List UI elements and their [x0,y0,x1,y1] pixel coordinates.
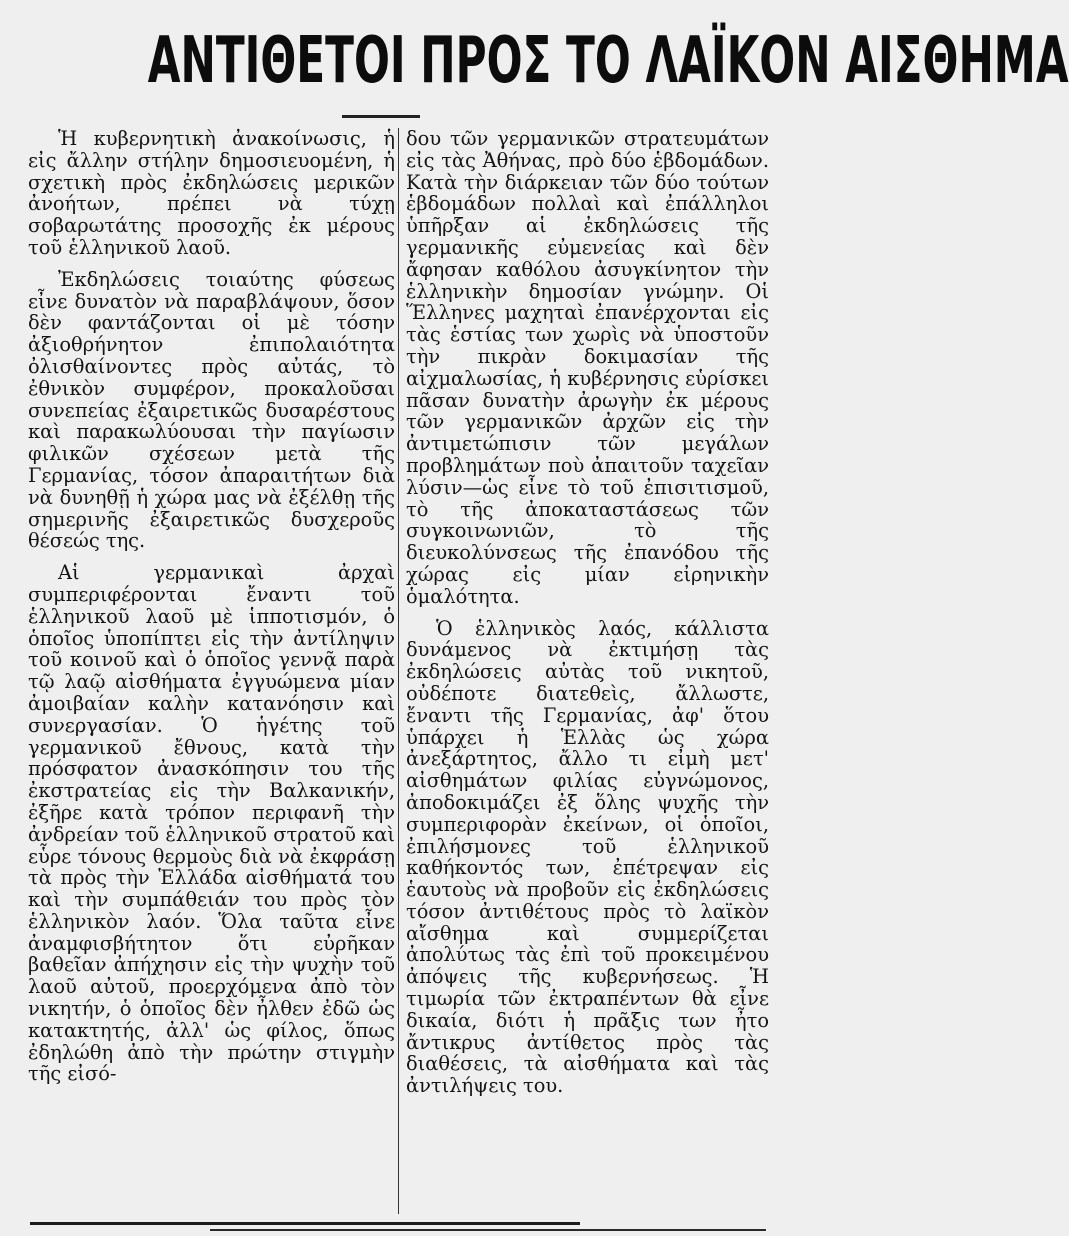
bottom-rule [30,1222,580,1225]
paragraph: δου τῶν γερμανικῶν στρατευμάτων εἰς τὰς Ἀθήνας, πρὸ δύο ἑβδομάδων. Κατὰ τὴν διάρκειαν τῶν δύο τούτων ἑβδομάδων πολλαὶ καὶ ἐπάλληλοι ὑπῆρξαν αἱ ἐκδηλώσεις τῆς γερμανικῆς εὐμενείας καὶ δὲν ἄφησαν καθόλου ἀσυγκίνητον τὴν ἑλληνικὴν δημοσίαν γνώμην. Οἱ Ἕλληνες μαχηταὶ ἐπανέρχονται εἰς τὰς ἑστίας των χωρὶς νὰ ὑποστοῦν τὴν πικρὰν δοκιμασίαν τῆς αἰχμαλωσίας, ἡ κυβέρνησις εὑρίσκει πᾶσαν δυνατὴν ἀρωγὴν ἐκ μέρους τῶν γερμανικῶν ἀρχῶν εἰς τὴν ἀντιμετώπισιν τῶν μεγάλων προβλημάτων ποὺ ἀπαιτοῦν ταχεῖαν λύσιν—ὡς εἶνε τὸ τοῦ ἐπισιτισμοῦ, τὸ τῆς ἀποκαταστάσεως τῶν συγκοινωνιῶν, τὸ τῆς διευκολύνσεως τῆς ἐπανόδου τῆς χώρας εἰς μίαν εἰρηνικὴν ὁμαλότητα. [406,127,769,608]
bottom-rule-secondary [210,1229,766,1231]
column-separator [398,128,399,1214]
left-column [28,128,395,1095]
paragraph: Ὁ ἑλληνικὸς λαός, κάλλιστα δυνάμενος νὰ ἐκτιμήσῃ τὰς ἐκδηλώσεις αὐτὰς τοῦ νικητοῦ, οὐδέποτε διατεθεὶς, ἄλλωστε, ἔναντι τῆς Γερμανίας, ἀφ' ὅτου ὑπάρχει ἡ Ἑλλὰς ὡς χώρα ἀνεξάρτητος, ἄλλο τι εἰμὴ μετ' αἰσθημάτων φιλίας εὐγνώμονος, ἀποδοκιμάζει ἐξ ὅλης ψυχῆς τὴν συμπεριφορὰν ἐκείνων, οἱ ὁποῖοι, ἐπιλήσμονες τοῦ ἑλληνικοῦ καθήκοντός των, ἐπέτρεψαν εἰς ἑαυτοὺς νὰ προβοῦν εἰς ἐκδηλώσεις τόσον ἀντιθέτους πρὸς τὸ λαϊκὸν αἴσθημα καὶ συμμερίζεται ἀπολύτως τὰς ἐπὶ τοῦ προκειμένου ἀπόψεις τῆς κυβερνήσεως. Ἡ τιμωρία τῶν ἐκτραπέντων θὰ εἶνε δικαία, διότι ἡ πρᾶξις των ἦτο ἄντικρυς ἀντίθετος πρὸς τὰς διαθέσεις, τὰ αἰσθήματα καὶ τὰς ἀντιλήψεις του. [406,616,769,1098]
paragraph: Ἐκδηλώσεις τοιαύτης φύσεως εἶνε δυνατὸν νὰ παραβλάψουν, ὅσον δὲν φαντάζονται οἱ μὲ τόσην ἀξιοθρήνητον ἐπιπολαιότητα ὀλισθαίνοντες πρὸς αὐτάς, τὸ ἐθνικὸν συμφέρον, προκαλοῦσαι συνεπείας ἐξαιρετικῶς δυσαρέστους καὶ παρακωλύουσαι τὴν παγίωσιν φιλικῶν σχέσεων μετὰ τῆς Γερμανίας, τόσον ἀπαραιτήτων διὰ νὰ δυνηθῇ ἡ χώρα μας νὰ ἐξέλθῃ τῆς σημερινῆς ἐξαιρετικῶς δυσχεροῦς θέσεώς της. [28,267,395,553]
paragraph: Αἱ γερμανικαὶ ἀρχαὶ συμπεριφέρονται ἔναντι τοῦ ἑλληνικοῦ λαοῦ μὲ ἱπποτισμόν, ὁ ὁποῖος ὑποπίπτει εἰς τὴν ἀντίληψιν τοῦ κοινοῦ καὶ ὁ ὁποῖος γεννᾷ παρὰ τῷ λαῷ αἰσθήματα ἐγγυώμενα μίαν ἀμοιβαίαν καλὴν κατανόησιν καὶ συνεργασίαν. Ὁ ἡγέτης τοῦ γερμανικοῦ ἔθνους, κατὰ τὴν πρόσφατον ἀνασκόπησιν του τῆς ἐκστρατείας εἰς τὴν Βαλκανικήν, ἐξῆρε κατὰ τρόπον περιφανῆ τὴν ἀνδρείαν τοῦ ἑλληνικοῦ στρατοῦ καὶ εὗρε τόνους θερμοὺς διὰ νὰ ἐκφράσῃ τὰ πρὸς τὴν Ἑλλάδα αἰσθήματά του καὶ τὴν συμπάθειάν του πρὸς τὸν ἑλληνικὸν λαόν. Ὅλα ταῦτα εἶνε ἀναμφισβήτητον ὅτι εὐρῆκαν βαθεῖαν ἀπήχησιν εἰς τὴν ψυχὴν τοῦ λαοῦ αὐτοῦ, προερχόμενα ἀπὸ τὸν νικητήν, ὁ ὁποῖος δὲν ἦλθεν ἐδῶ ὡς κατακτητής, ἀλλ' ὡς φίλος, ὅπως ἐδηλώθη ἀπὸ τὴν πρώτην στιγμὴν τῆς εἰσό- [28,561,395,1086]
article-headline: ΑΝΤΙΘΕΤΟΙ ΠΡΟΣ ΤΟ ΛΑΪΚΟΝ ΑΙΣΘΗΜΑ [147,24,1069,98]
headline-divider [342,115,420,118]
right-column [406,128,769,1107]
paragraph: Ἡ κυβερνητικὴ ἀνακοίνωσις, ἡ εἰς ἄλλην στήλην δημοσιευομένη, ἡ σχετικὴ πρὸς ἐκδηλώσεις μερικῶν ἀνοήτων, πρέπει νὰ τύχῃ σοβαρωτάτης προσοχῆς ἐκ μέρους τοῦ ἑλληνικοῦ λαοῦ. [28,127,395,259]
